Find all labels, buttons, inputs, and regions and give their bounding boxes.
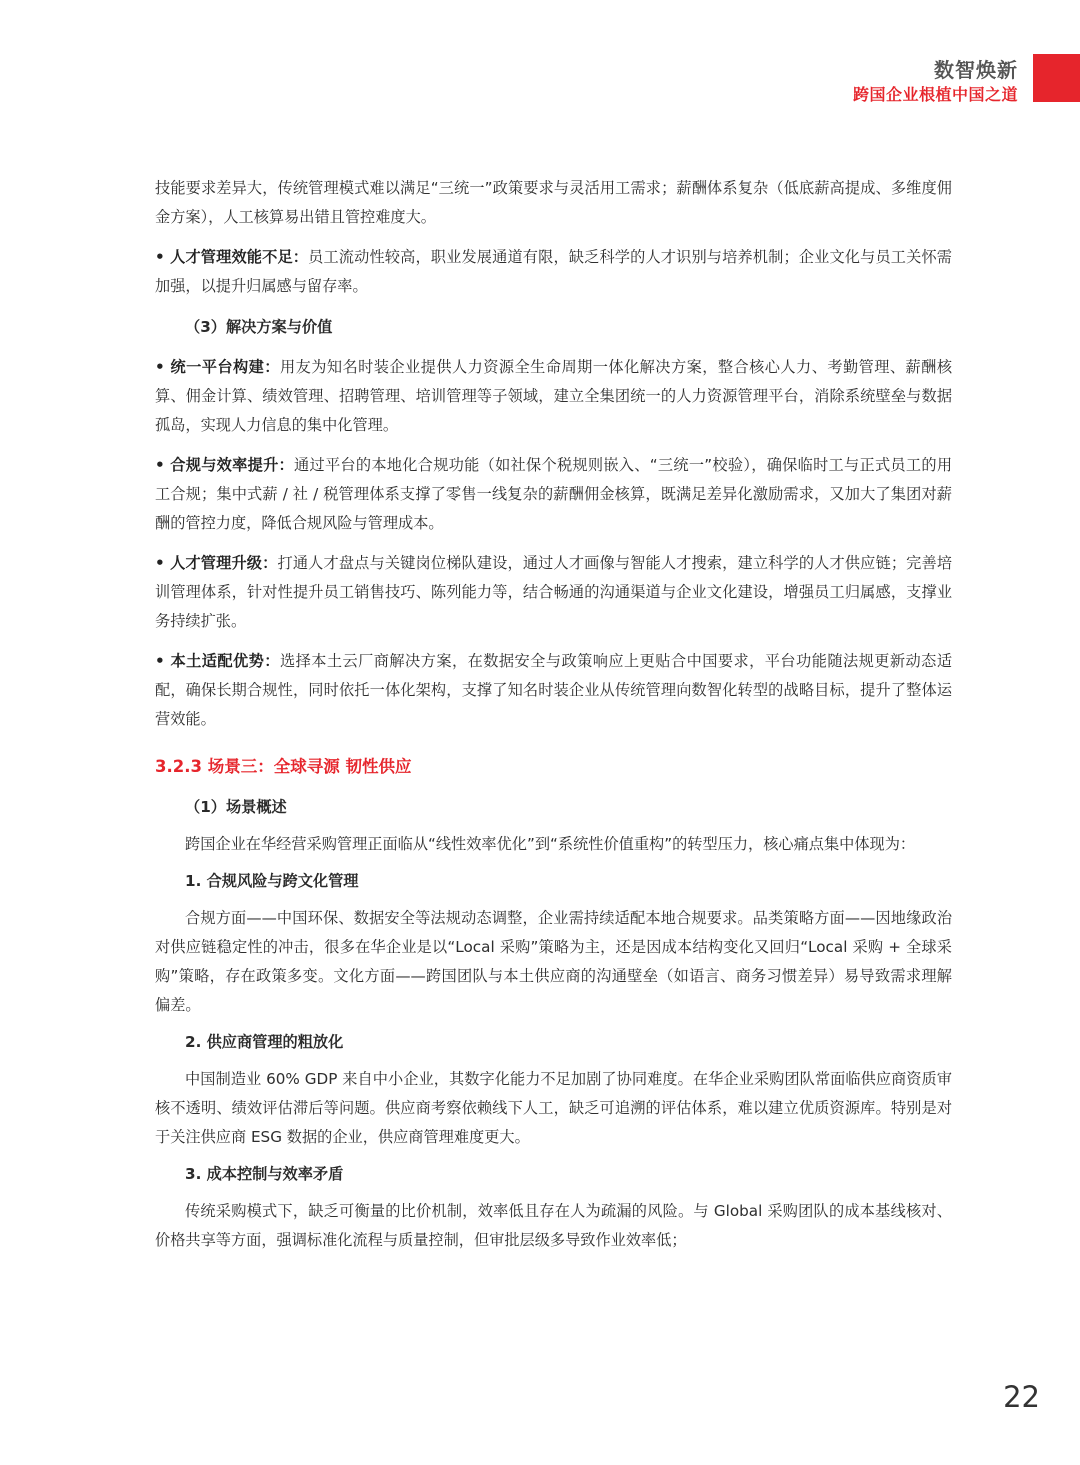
solution-item: • 人才管理升级：打通人才盘点与关键岗位梯队建设，通过人才画像与智能人才搜索，建立科学的人才供应链；完善培训管理体系，针对性提升员工销售技巧、陈列能力等，结合畅通的沟通渠道与企业文化建设，增强员工归属感，支撑业务持续扩张。: [155, 554, 953, 630]
section-heading: 3.2.3 场景三：全球寻源 韧性供应: [155, 757, 412, 776]
solution-lead: 合规与效率提升：: [170, 456, 295, 474]
solution-lead: 人才管理升级：: [170, 554, 278, 572]
point-text: 中国制造业 60% GDP 来自中小企业，其数字化能力不足加剧了协同难度。在华企业采购团队常面临供应商资质审核不透明、绩效评估滞后等问题。供应商考察依赖线下人工，缺乏可追溯的评估体系，难以建立优质资源库。特别是对于关注供应商 ESG 数据的企业，供应商管理难度更大。: [155, 1070, 952, 1146]
solution-lead: 本土适配优势：: [170, 652, 280, 670]
solution-text: 打通人才盘点与关键岗位梯队建设，通过人才画像与智能人才搜索，建立科学的人才供应链；完善培训管理体系，针对性提升员工销售技巧、陈列能力等，结合畅通的沟通渠道与企业文化建设，增强员工归属感，支撑业务持续扩张。: [155, 554, 953, 630]
intro-paragraph: 技能要求差异大，传统管理模式难以满足“三统一”政策要求与灵活用工需求；薪酬体系复杂（低底薪高提成、多维度佣金方案），人工核算易出错且管控难度大。: [155, 179, 952, 226]
solution-item: • 统一平台构建：用友为知名时装企业提供人力资源全生命周期一体化解决方案，整合核心人力、考勤管理、薪酬核算、佣金计算、绩效管理、招聘管理、培训管理等子领域，建立全集团统一的人力资源管理平台，消除系统壁垒与数据孤岛，实现人力信息的集中化管理。: [155, 358, 953, 434]
solution-text: 通过平台的本地化合规功能（如社保个税规则嵌入、“三统一”校验），确保临时工与正式员工的用工合规；集中式薪 / 社 / 税管理体系支撑了零售一线复杂的薪酬佣金核算，既满足差异化激励需求，又加大了集团对薪酬的管控力度，降低合规风险与管理成本。: [155, 456, 953, 532]
bullet-talent-efficiency: • 人才管理效能不足：员工流动性较高，职业发展通道有限，缺乏科学的人才识别与培养机制；企业文化与员工关怀需加强，以提升归属感与留存率。: [155, 248, 952, 295]
point-heading: 2. 供应商管理的粗放化: [185, 1033, 344, 1051]
page-content: [155, 174, 952, 1255]
bullet-lead: 人才管理效能不足：: [170, 248, 309, 266]
point-text: 传统采购模式下，缺乏可衡量的比价机制，效率低且存在人为疏漏的风险。与 Global 采购团队的成本基线核对、价格共享等方面，强调标准化流程与质量控制，但审批层级多导致作业效率低；: [155, 1202, 952, 1249]
solution-lead: 统一平台构建：: [170, 358, 280, 376]
bullet-text: 员工流动性较高，职业发展通道有限，缺乏科学的人才识别与培养机制；企业文化与员工关怀需加强，以提升归属感与留存率。: [155, 248, 952, 295]
header-subtitle: 跨国企业根植中国之道: [852, 85, 1018, 104]
page-number: 22: [1003, 1380, 1040, 1414]
point-heading: 3. 成本控制与效率矛盾: [185, 1165, 344, 1183]
solutions-heading: （3）解决方案与价值: [185, 318, 333, 336]
overview-heading: （1）场景概述: [185, 798, 287, 816]
point-heading: 1. 合规风险与跨文化管理: [185, 872, 359, 890]
solution-item: • 合规与效率提升：通过平台的本地化合规功能（如社保个税规则嵌入、“三统一”校验），确保临时工与正式员工的用工合规；集中式薪 / 社 / 税管理体系支撑了零售一线复杂的薪酬佣金核算，既满足差异化激励需求，又加大了集团对薪酬的管控力度，降低合规风险与管理成本。: [155, 456, 953, 532]
header-title: 数智焕新: [934, 58, 1018, 82]
overview-text: 跨国企业在华经营采购管理正面临从“线性效率优化”到“系统性价值重构”的转型压力，核心痛点集中体现为：: [185, 835, 916, 853]
point-text: 合规方面——中国环保、数据安全等法规动态调整，企业需持续适配本地合规要求。品类策略方面——因地缘政治对供应链稳定性的冲击，很多在华企业是以“Local 采购”策略为主，还是因成本结构变化又回归“Local 采购 + 全球采购”策略，存在政策多变。文化方面——跨国团队与本土供应商的沟通壁垒（如语言、商务习惯差异）易导致需求理解偏差。: [155, 909, 952, 1014]
solution-item: • 本土适配优势：选择本土云厂商解决方案，在数据安全与政策响应上更贴合中国要求，平台功能随法规更新动态适配，确保长期合规性，同时依托一体化架构，支撑了知名时装企业从传统管理向数智化转型的战略目标，提升了整体运营效能。: [155, 652, 953, 728]
solution-text: 选择本土云厂商解决方案，在数据安全与政策响应上更贴合中国要求，平台功能随法规更新动态适配，确保长期合规性，同时依托一体化架构，支撑了知名时装企业从传统管理向数智化转型的战略目标，提升了整体运营效能。: [155, 652, 953, 728]
solution-text: 用友为知名时装企业提供人力资源全生命周期一体化解决方案，整合核心人力、考勤管理、薪酬核算、佣金计算、绩效管理、招聘管理、培训管理等子领域，建立全集团统一的人力资源管理平台，消除系统壁垒与数据孤岛，实现人力信息的集中化管理。: [155, 358, 953, 434]
header-accent-block: [1033, 54, 1080, 102]
